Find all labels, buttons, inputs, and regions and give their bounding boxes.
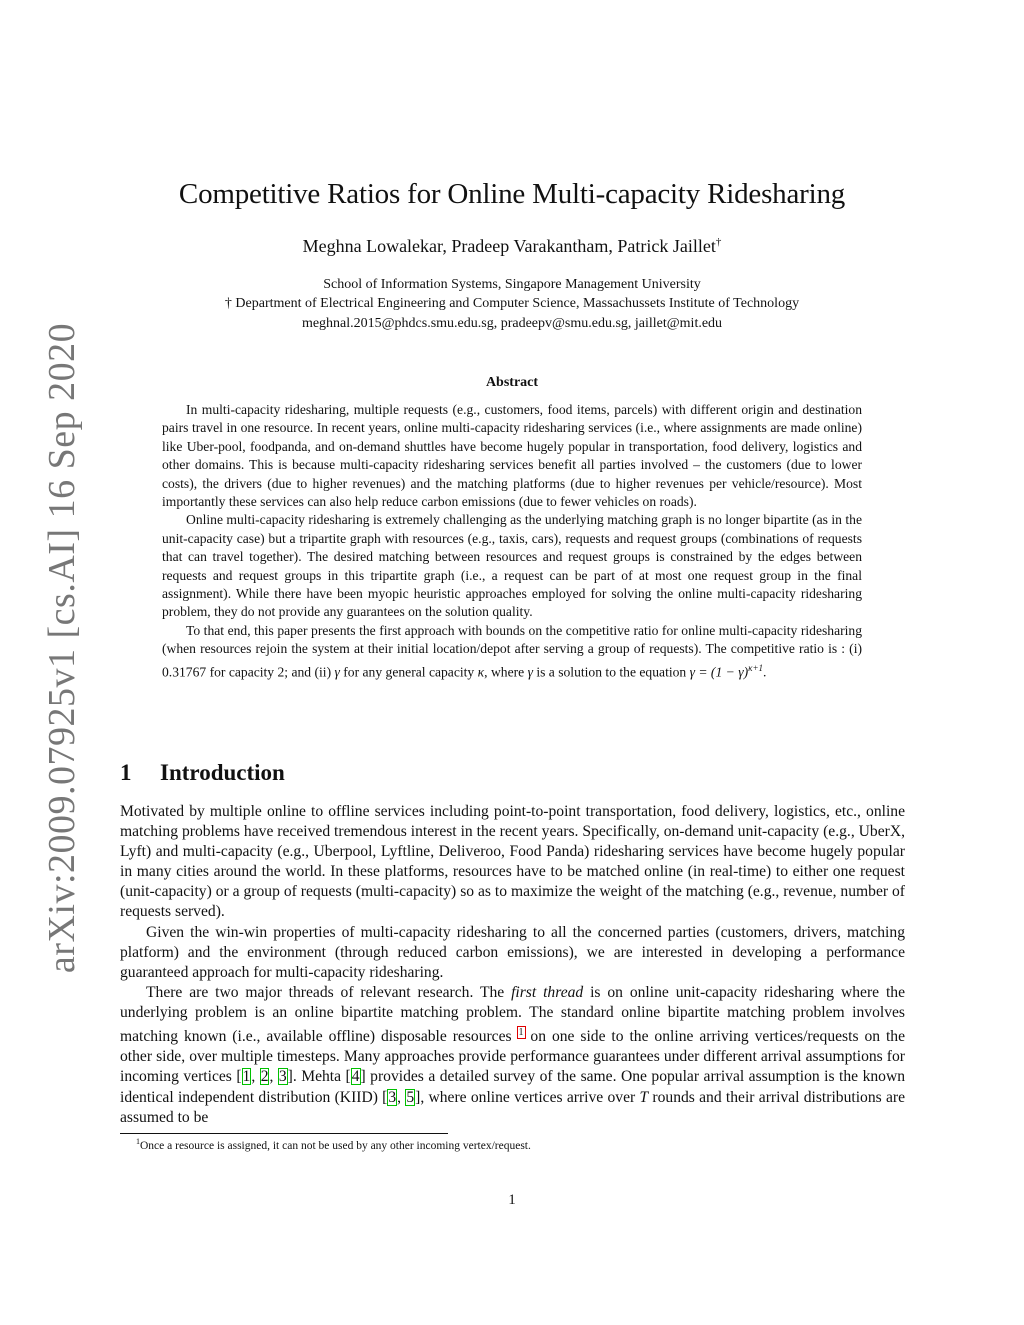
section-heading xyxy=(120,760,285,786)
footnote-divider xyxy=(120,1133,448,1134)
authors: Meghna Lowalekar, Pradeep Varakantham, Patrick Jaillet xyxy=(302,236,716,256)
arxiv-stamp: arXiv:2009.07925v1 [cs.AI] 16 Sep 2020 xyxy=(41,322,83,974)
abstract-paragraph: Online multi-capacity ridesharing is extremely challenging as the underlying matching graph is no longer bipartite (as in the unit-capacity case) but a tripartite graph with resources (e.g., taxis, cars), requests and request groups (combinations of requests that can travel together). The desired matching between resources and request groups is constrained by the edges between requests and request groups in this tripartite graph (i.e., a request can be part of at most one request group in the final assignment). While there have been myopic heuristic approaches employed for solving the online multi-capacity ridesharing problem, they do not provide any guarantees on the solution quality. xyxy=(162,512,862,620)
author-emails: meghnal.2015@phdcs.smu.edu.sg, pradeepv@smu.edu.sg, jaillet@mit.edu xyxy=(301,316,723,331)
footnote-mark: 1 xyxy=(136,1137,140,1146)
citation-link[interactable]: 2 xyxy=(260,1068,269,1086)
intro-paragraph: Motivated by multiple online to offline services including point-to-point transportation, food delivery, logistics, etc., online matching problems have received tremendous interest in the recent years. Specifically, on-demand unit-capacity (e.g., UberX, Lyft) and multi-capacity (e.g., Uberpool, Lyftline, Deliveroo, Food Panda) ridesharing services have become hugely popular in many cities around the world. In these platforms, resources have to be matched online (in real-time) to either one request (unit-capacity) or a group of requests (multi-capacity) so as to maximize the weight of the matching (e.g., revenue, number of requests served). xyxy=(120,803,905,921)
affiliation-mit: † Department of Electrical Engineering and Computer Science, Massachussets Institute of Technology xyxy=(224,296,800,311)
abstract-heading: Abstract xyxy=(485,375,539,390)
section-title: Introduction xyxy=(160,760,285,785)
intro-paragraph: Given the win-win properties of multi-capacity ridesharing to all the concerned parties (customers, drivers, matching platform) and the environment (through reduced carbon emissions), we are interested in developing a performance guaranteed approach for multi-capacity ridesharing. xyxy=(120,923,905,981)
abstract-paragraph: To that end, this paper presents the first approach with bounds on the competitive ratio for online multi-capacity ridesharing (when resources rejoin the system at their initial location/depot after serving a group of requests). The competitive ratio is : (i) 0.31767 for capacity 2; and (ii) γ for any general capacity κ, where γ is a solution to the equation $\gamma = (1 - \gamma)^{\kappa+1}$. xyxy=(162,622,862,680)
citation-link[interactable]: 3 xyxy=(388,1088,397,1106)
footnote-text: Once a resource is assigned, it can not be used by any other incoming vertex/request. xyxy=(140,1139,531,1152)
author-dagger: † xyxy=(715,236,722,248)
section-number: 1 xyxy=(120,760,132,785)
abstract-body xyxy=(162,401,862,682)
paper-title: Competitive Ratios for Online Multi-capacity Ridesharing xyxy=(178,178,846,210)
citation-link[interactable]: 5 xyxy=(406,1088,415,1106)
abstract-paragraph: In multi-capacity ridesharing, multiple requests (e.g., customers, food items, parcels) with different origin and destination pairs travel in one resource. In recent years, online multi-capacity ridesharing services (i.e., where assignments are made online) like Uber-pool, foodpanda, and on-demand shuttles have become hugely popular in transportation, food delivery, logistics and other domains. This is because multi-capacity ridesharing services benefit all parties involved – the customers (due to lower costs), the drivers (due to higher revenues) and the matching platforms (due to higher revenues per vehicle/resource). Most importantly these services can also help reduce carbon emissions (due to fewer vehicles on roads). xyxy=(162,402,862,510)
citation-link[interactable]: 4 xyxy=(351,1068,360,1086)
citation-link[interactable]: 1 xyxy=(242,1068,251,1086)
introduction-body xyxy=(120,802,905,1128)
author-line xyxy=(0,236,1024,257)
footnote xyxy=(136,1137,896,1152)
citation-link[interactable]: 3 xyxy=(278,1068,287,1086)
footnote-ref[interactable]: 1 xyxy=(518,1027,524,1039)
intro-paragraph: There are two major threads of relevant research. The first thread is on online unit-capacity ridesharing where the underlying problem is an online bipartite matching problem. The standard online bipartite matching problem involves matching known (i.e., available offline) disposable resources $^1$ on one side to the online arriving vertices/requests on the other side, over multiple timesteps. Many approaches provide performance guarantees under different arrival assumptions for incoming vertices [1, 2, 3]. Mehta [4] provides a detailed survey of the same. One popular arrival assumption is the known identical independent distribution (KIID) [3, 5], where online vertices arrive over T rounds and their arrival distributions are assumed to be xyxy=(120,983,906,1126)
page-number: 1 xyxy=(508,1192,516,1208)
affiliation-smu: School of Information Systems, Singapore Management University xyxy=(323,277,701,292)
